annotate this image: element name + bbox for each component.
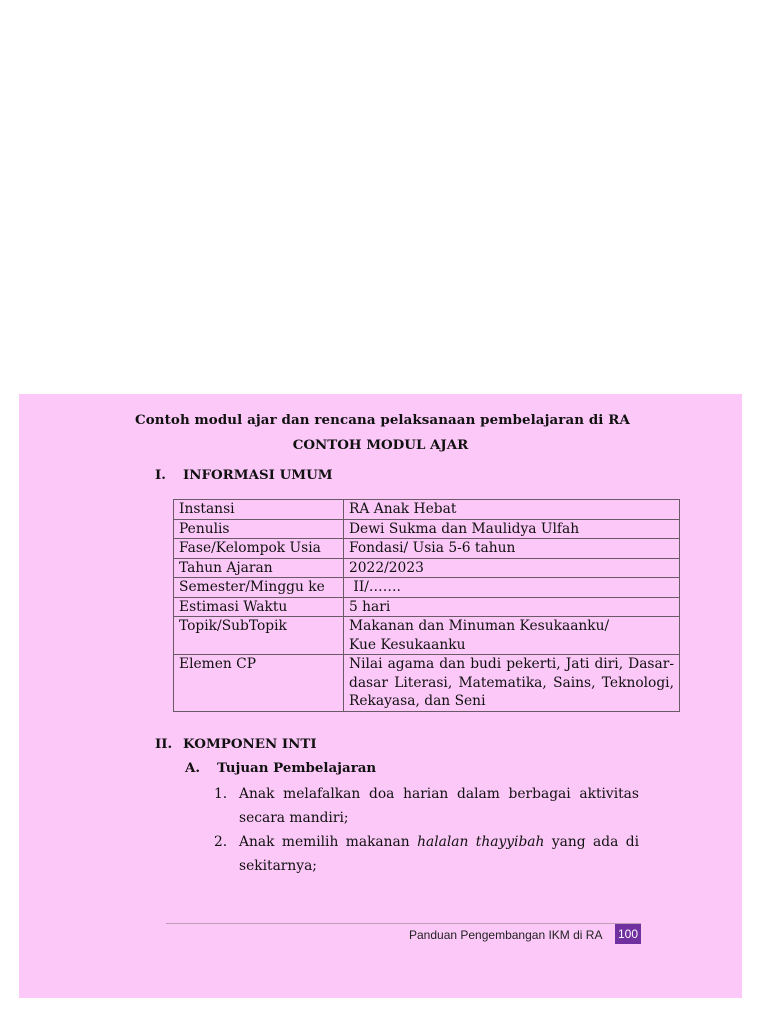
list-item-number: 2. bbox=[214, 834, 228, 850]
list-item-text: yang ada di sekitarnya; bbox=[239, 834, 639, 874]
table-cell-value: Nilai agama dan budi pekerti, Jati diri, Dasar-dasar Literasi, Matematika, Sains, Teknologi, Rekayasa, dan Seni bbox=[344, 655, 680, 712]
footer-text: Panduan Pengembangan IKM di RA bbox=[409, 928, 603, 942]
table-cell-value: 2022/2023 bbox=[344, 558, 680, 578]
table-cell-label: Estimasi Waktu bbox=[174, 597, 344, 617]
footer-divider bbox=[166, 923, 641, 924]
table-row bbox=[174, 519, 680, 539]
table-cell-value: RA Anak Hebat bbox=[344, 500, 680, 520]
table-cell-label: Instansi bbox=[174, 500, 344, 520]
list-item-text: Anak memilih makanan bbox=[239, 834, 418, 850]
list-item-number: 1. bbox=[214, 786, 228, 802]
learning-goals-list bbox=[214, 782, 639, 878]
list-item bbox=[214, 830, 639, 878]
section-number: II. bbox=[155, 736, 173, 752]
page-number-badge: 100 bbox=[615, 924, 641, 944]
table-cell-label: Topik/SubTopik bbox=[174, 617, 344, 655]
table-cell-value: Dewi Sukma dan Maulidya Ulfah bbox=[344, 519, 680, 539]
table-row bbox=[174, 500, 680, 520]
section-heading-informasi-umum bbox=[155, 467, 333, 483]
table-cell-label: Elemen CP bbox=[174, 655, 344, 712]
table-cell-value-line: Makanan dan Minuman Kesukaanku/ bbox=[349, 618, 610, 634]
list-item bbox=[214, 782, 639, 830]
section-title: INFORMASI UMUM bbox=[183, 467, 333, 483]
subsection-letter: A. bbox=[185, 760, 201, 776]
list-item-text: Anak melafalkan doa harian dalam berbagai aktivitas secara mandiri; bbox=[239, 786, 639, 826]
table-cell-value: Fondasi/ Usia 5-6 tahun bbox=[344, 539, 680, 559]
table-row bbox=[174, 539, 680, 559]
list-item-italic-text: halalan thayyibah bbox=[417, 834, 545, 850]
subsection-title: Tujuan Pembelajaran bbox=[217, 760, 377, 776]
table-cell-label: Penulis bbox=[174, 519, 344, 539]
section-number: I. bbox=[155, 467, 166, 483]
table-cell-value-line: Kue Kesukaanku bbox=[349, 636, 466, 653]
table-row bbox=[174, 655, 680, 712]
info-table bbox=[173, 499, 680, 712]
table-cell-value bbox=[344, 617, 680, 655]
table-row bbox=[174, 617, 680, 655]
table-row bbox=[174, 558, 680, 578]
table-cell-value: II/……. bbox=[344, 578, 680, 598]
document-page: Contoh modul ajar dan rencana pelaksanaan pembelajaran di RA CONTOH MODUL AJAR I. INFORMASI UMUM Instansi RA Anak Hebat Penulis Dewi Sukma dan Maulidya Ulfah Fase/Kelompok Usia Fondasi/ Usia 5-6 tahun Tahun Ajaran 2022/2023 Semester/Minggu ke II/……. Estimasi Waktu 5 hari Topik/SubTopik Makanan dan Minuman Kesukaanku/ Kue Kesukaanku Elemen CP Nilai agama dan budi pekerti, Jati diri, Dasar-dasar Literasi, Matematika, Sains, Teknologi, Rekayasa, dan Seni II. KOMPONEN INTI A. Tujuan Pembelajaran 1. Anak melafalkan doa harian dalam berbagai aktivitas secara mandiri; 2. Anak memilih makanan halalan thayyibah yang ada di sekitarnya; Panduan Pengembangan IKM di RA 100 bbox=[19, 394, 742, 998]
table-row bbox=[174, 597, 680, 617]
table-cell-label: Tahun Ajaran bbox=[174, 558, 344, 578]
section-heading-komponen-inti bbox=[155, 736, 317, 752]
table-cell-label: Fase/Kelompok Usia bbox=[174, 539, 344, 559]
table-row bbox=[174, 578, 680, 598]
document-title: CONTOH MODUL AJAR bbox=[292, 437, 469, 453]
table-cell-label: Semester/Minggu ke bbox=[174, 578, 344, 598]
table-cell-value: 5 hari bbox=[344, 597, 680, 617]
section-title: KOMPONEN INTI bbox=[183, 736, 317, 752]
subsection-heading-tujuan bbox=[185, 760, 376, 776]
